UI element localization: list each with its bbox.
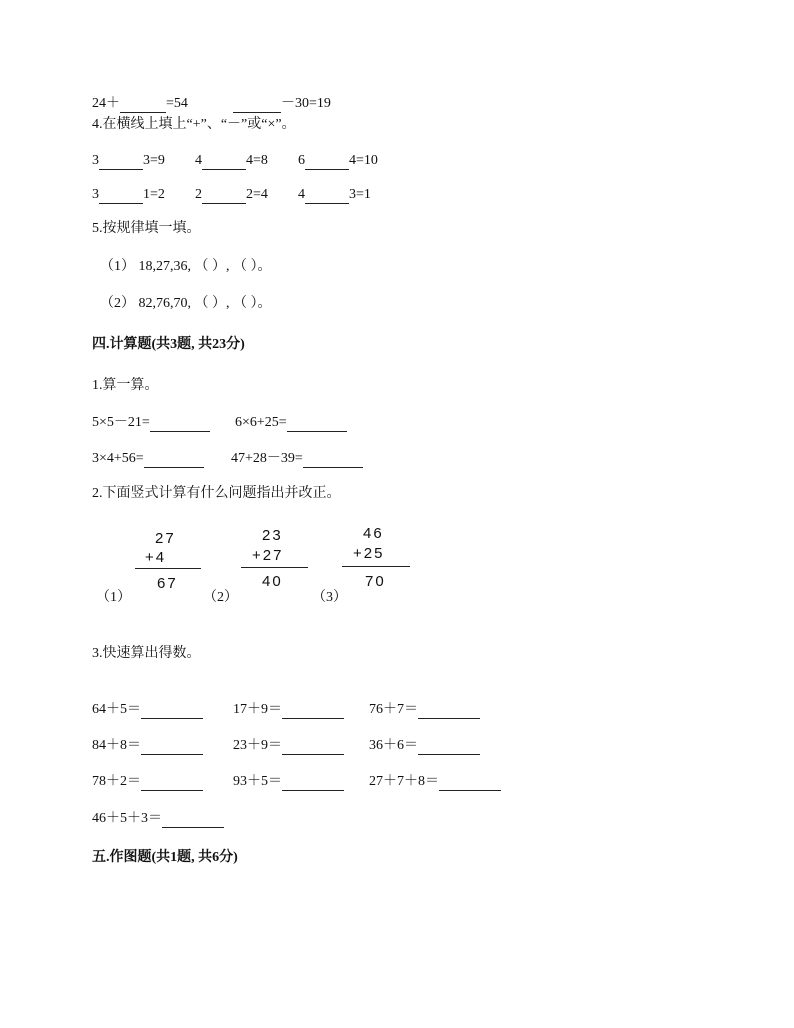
- equation-text: 24＋: [92, 96, 120, 111]
- answer-blank[interactable]: [418, 704, 480, 719]
- expression: 3×4+56=: [92, 451, 144, 466]
- section-5-heading: 五.作图题(共1题, 共6分): [92, 850, 238, 865]
- question-5-title: 5.按规律填一填。: [92, 221, 201, 236]
- answer-blank[interactable]: [303, 453, 363, 468]
- sequence-item: （1） 18,27,36, （ ）, （ ）。: [100, 259, 272, 274]
- calc-1-title: 1.算一算。: [92, 378, 159, 393]
- equation-text: －30=19: [281, 96, 331, 111]
- expression: 23＋9＝: [233, 738, 282, 753]
- sum-line: [342, 566, 410, 567]
- answer-blank[interactable]: [150, 417, 210, 432]
- answer-blank[interactable]: [439, 776, 501, 791]
- operator-blank[interactable]: [202, 189, 246, 204]
- expression: 78＋2＝: [92, 774, 141, 789]
- fill-equation-2: [233, 95, 331, 113]
- operator-item: [298, 152, 378, 170]
- answer-blank[interactable]: [162, 813, 224, 828]
- expression: 5×5－21=: [92, 415, 150, 430]
- operator-blank[interactable]: [99, 155, 143, 170]
- quick-calc-item: [92, 737, 203, 755]
- answer-blank[interactable]: [233, 98, 281, 113]
- operand: 3=9: [143, 153, 165, 168]
- sequence-item: （2） 82,76,70, （ ）, （ ）。: [100, 296, 272, 311]
- question-4-title: 4.在横线上填上“+”、“－”或“×”。: [92, 117, 296, 132]
- operand: 3: [92, 187, 99, 202]
- answer-blank[interactable]: [144, 453, 204, 468]
- calc-item: [235, 414, 347, 432]
- expression: 27＋7＋8＝: [369, 774, 439, 789]
- operator-item: [195, 152, 268, 170]
- quick-calc-item: [92, 701, 203, 719]
- expression: 93＋5＝: [233, 774, 282, 789]
- answer-blank[interactable]: [282, 776, 344, 791]
- operand: 1=2: [143, 187, 165, 202]
- equation-text: =54: [166, 96, 188, 111]
- operand: 4: [195, 153, 202, 168]
- vertical-result: 70: [365, 573, 386, 590]
- operand: 6: [298, 153, 305, 168]
- quick-calc-item: [233, 701, 344, 719]
- expression: 17＋9＝: [233, 702, 282, 717]
- sum-line: [135, 568, 201, 569]
- problem-label: （3）: [312, 590, 347, 605]
- quick-calc-item: [92, 773, 203, 791]
- calc-3-title: 3.快速算出得数。: [92, 646, 201, 661]
- expression: 47+28－39=: [231, 451, 303, 466]
- vertical-top-number: 27: [155, 530, 176, 547]
- operand: 4=8: [246, 153, 268, 168]
- quick-calc-item: [233, 737, 344, 755]
- calc-item: [92, 450, 204, 468]
- vertical-addend: +27: [252, 547, 284, 564]
- operand: 4=10: [349, 153, 378, 168]
- quick-calc-item: [92, 810, 224, 828]
- expression: 64＋5＝: [92, 702, 141, 717]
- vertical-top-number: 23: [262, 527, 283, 544]
- operand: 4: [298, 187, 305, 202]
- calc-item: [231, 450, 363, 468]
- quick-calc-item: [369, 773, 501, 791]
- vertical-result: 40: [262, 573, 283, 590]
- operator-blank[interactable]: [202, 155, 246, 170]
- vertical-addend: +4: [145, 549, 167, 566]
- fill-equation-1: [92, 95, 188, 113]
- answer-blank[interactable]: [141, 740, 203, 755]
- operator-blank[interactable]: [99, 189, 143, 204]
- quick-calc-item: [233, 773, 344, 791]
- operator-item: [298, 186, 371, 204]
- quick-calc-item: [369, 737, 480, 755]
- operator-item: [92, 186, 165, 204]
- expression: 84＋8＝: [92, 738, 141, 753]
- operand: 2=4: [246, 187, 268, 202]
- answer-blank[interactable]: [287, 417, 347, 432]
- vertical-top-number: 46: [363, 525, 384, 542]
- answer-blank[interactable]: [141, 704, 203, 719]
- operand: 3: [92, 153, 99, 168]
- problem-label: （2）: [203, 590, 238, 605]
- answer-blank[interactable]: [418, 740, 480, 755]
- operator-item: [195, 186, 268, 204]
- answer-blank[interactable]: [282, 740, 344, 755]
- quick-calc-item: [369, 701, 480, 719]
- operator-blank[interactable]: [305, 155, 349, 170]
- answer-blank[interactable]: [282, 704, 344, 719]
- calc-item: [92, 414, 210, 432]
- expression: 6×6+25=: [235, 415, 287, 430]
- operand: 2: [195, 187, 202, 202]
- answer-blank[interactable]: [141, 776, 203, 791]
- vertical-result: 67: [157, 575, 178, 592]
- operator-blank[interactable]: [305, 189, 349, 204]
- problem-label: （1）: [96, 590, 131, 605]
- answer-blank[interactable]: [120, 98, 166, 113]
- expression: 46＋5＋3＝: [92, 811, 162, 826]
- operand: 3=1: [349, 187, 371, 202]
- section-4-heading: 四.计算题(共3题, 共23分): [92, 337, 245, 352]
- calc-2-title: 2.下面竖式计算有什么问题指出并改正。: [92, 486, 341, 501]
- sum-line: [241, 567, 308, 568]
- vertical-addend: +25: [353, 545, 385, 562]
- expression: 36＋6＝: [369, 738, 418, 753]
- operator-item: [92, 152, 165, 170]
- expression: 76＋7＝: [369, 702, 418, 717]
